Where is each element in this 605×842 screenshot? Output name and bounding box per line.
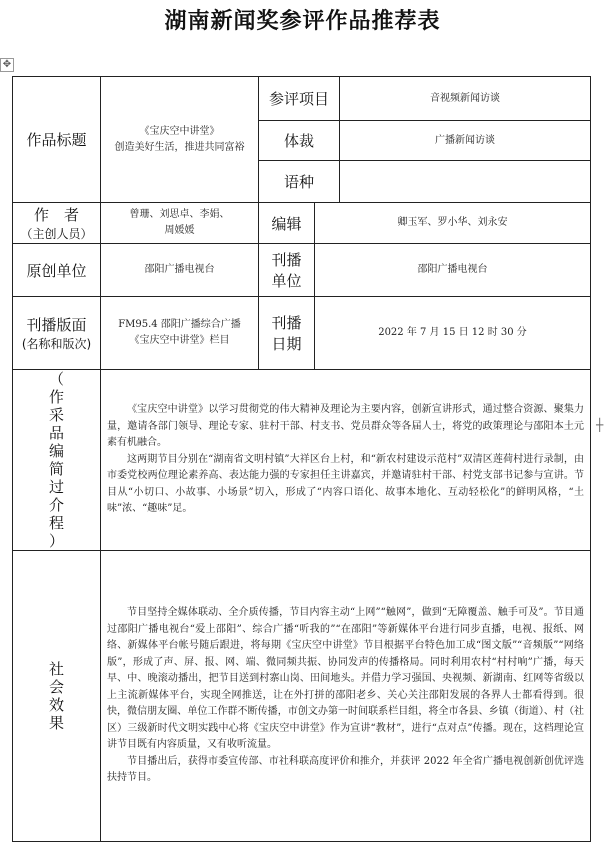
process-label-char: 采 — [48, 406, 64, 424]
editors-value: 卿玉军、罗小华、刘永安 — [315, 203, 591, 244]
category-value: 音视频新闻访谈 — [340, 77, 591, 121]
unit-value: 邵阳广播电视台 — [101, 244, 259, 297]
genre-value: 广播新闻访谈 — [340, 121, 591, 161]
date-label-line-2: 日期 — [271, 335, 302, 353]
process-label — [13, 370, 101, 551]
process-label-char: 编 — [48, 442, 64, 460]
section-label-line-1: 刊播版面 — [26, 316, 87, 334]
unit-label: 原创单位 — [13, 244, 101, 297]
section-line-2: 《宝庆空中讲堂》栏目 — [129, 335, 230, 346]
process-paragraph: 《宝庆空中讲堂》以学习贯彻党的伟大精神及理论为主要内容，创新宣讲形式，通过整合资源、聚集力量，邀请各部门领导、理论专家、驻村干部、村支书、党员群众等各届人士，将党的政策理论与邵阳本土元素有机融合。 — [107, 404, 585, 449]
work-title-label: 作品标题 — [13, 77, 101, 203]
page-title: 湖南新闻奖参评作品推荐表 — [164, 9, 441, 34]
effect-label-char: 果 — [48, 714, 64, 732]
process-label-char: 作 — [48, 388, 64, 406]
process-paragraph: 这两期节目分别在“湖南省文明村镇”大祥区台上村，和“新农村建设示范村”双清区莲荷村进行录制，由市委党校两位理论素养高、表达能力强的专家担任主讲嘉宾，并邀请驻村干部、村党支部书记参与宣讲。节目从“小切口、小故事、小场景”切入，形成了“内容口语化、故事本地化、互动轻松化”的鲜明风格，“土味”浓、“趣味”足。 — [107, 453, 585, 515]
effect-label-char: 会 — [48, 678, 64, 696]
authors-value — [101, 203, 259, 244]
author-label-line-2: （主创人员） — [20, 227, 93, 241]
section-label-line-2: (名称和版次) — [21, 337, 92, 351]
pub-unit-label — [259, 244, 315, 297]
recommendation-form-table — [12, 76, 591, 842]
author-label-line-1: 作 者 — [33, 206, 79, 224]
language-label: 语种 — [259, 161, 340, 203]
effect-content — [101, 551, 591, 842]
editor-label: 编辑 — [259, 203, 315, 244]
effect-paragraph: 节目播出后，获得市委宣传部、市社科联高度评价和推介，并获评 2022 年全省广播电视创新创优评选扶持节目。 — [107, 755, 585, 784]
table-resize-handle-icon[interactable]: ┼ — [596, 418, 604, 432]
date-label — [259, 297, 315, 370]
effect-paragraph: 节目坚持全媒体联动、全介质传播，节目内容主动“上网”“触网”，做到“无障覆盖、触手可及”。节目通过邵阳广播电视台“爱上邵阳”、综合广播“听我的”“在邵阳”等新媒体平台进行同步直播，电视、报纸、网络、新媒体平台帐号随后跟进，将每期《宝庆空中讲堂》节目根据平台特色加工成“图文版”“音频版”“网络版”，形成了声、屏、报、网、端、微同频共振、协同发声的传播格局。同时利用农村“村村响”广播，每天早、中、晚滚动播出，把节目送到村寨山岗、田间地头。并借力学习强国、央视频、新湖南、红网等省级以上主流新媒体平台，实现全网推送，让在外打拼的邵阳老乡、关心关注邵阳发展的各界人士都看得到。很快，微信朋友圈、单位工作群不断传播，市创文办第一时间联系栏目组，将全市各县、乡镇（街道）、村（社区）三级新时代文明实践中心将《宝庆空中讲堂》作为宣讲“教材”，进行“点对点”传播。现在，这档理论宣讲节目既有内容质量，又有收听流量。 — [107, 607, 585, 751]
pub-unit-label-line-2: 单位 — [271, 272, 302, 290]
author-label — [13, 203, 101, 244]
work-title-value — [101, 77, 259, 203]
process-label-char: 程 — [48, 514, 64, 532]
date-label-line-1: 刊播 — [271, 314, 302, 332]
work-title-line-2: 创造美好生活，推进共同富裕 — [114, 141, 245, 153]
pub-unit-value: 邵阳广播电视台 — [315, 244, 591, 297]
section-value — [101, 297, 259, 370]
effect-label-char: 效 — [48, 696, 64, 714]
process-label-char: 品 — [48, 424, 64, 442]
language-value — [340, 161, 591, 203]
process-label-char: 介 — [48, 496, 64, 514]
process-label-char: 简 — [48, 460, 64, 478]
genre-label: 体裁 — [259, 121, 340, 161]
category-label: 参评项目 — [259, 77, 340, 121]
process-label-char: 过 — [48, 478, 64, 496]
process-content — [101, 370, 591, 551]
authors-line-1: 曾珊、刘思卓、李娟、 — [129, 209, 230, 220]
effect-label-char: 社 — [48, 660, 64, 678]
authors-line-2: 周媛媛 — [164, 225, 195, 236]
process-label-char: ） — [48, 532, 64, 550]
pub-unit-label-line-1: 刊播 — [271, 251, 302, 269]
effect-label — [13, 551, 101, 842]
process-label-char: （ — [48, 370, 64, 388]
section-label — [13, 297, 101, 370]
date-value: 2022 年 7 月 15 日 12 时 30 分 — [315, 297, 591, 370]
table-move-handle-icon[interactable]: ✥ — [0, 58, 14, 72]
section-line-1: FM95.4 邵阳广播综合广播 — [118, 319, 241, 330]
work-title-line-1: 《宝庆空中讲堂》 — [139, 125, 220, 137]
